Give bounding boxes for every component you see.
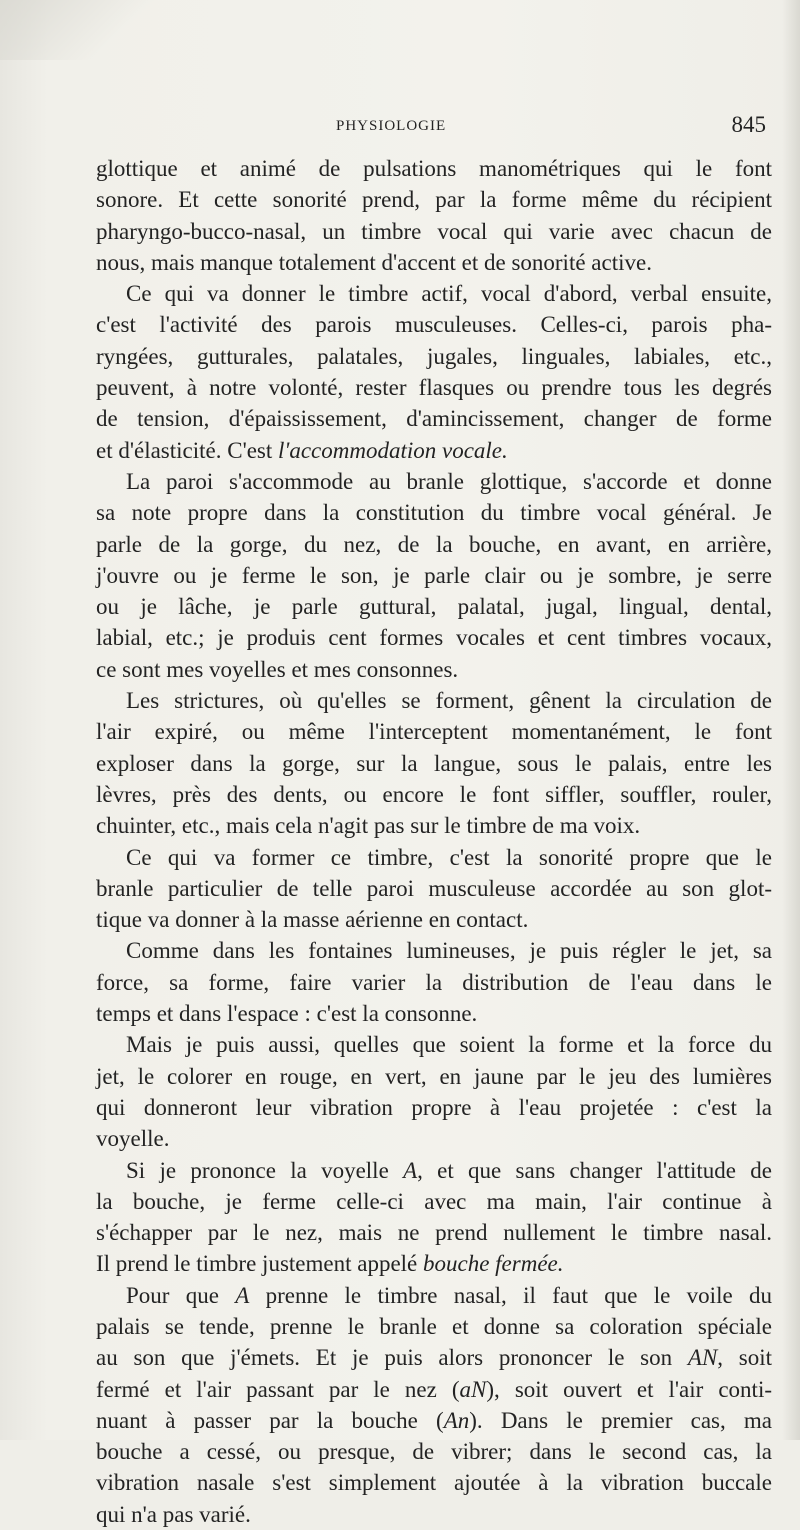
text-line: labial, etc.; je produis cent formes vocales et cent timbres vocaux,	[96, 625, 772, 651]
text-segment: , et que sans changer l'attitude de	[417, 1157, 773, 1183]
text-line: vibration nasale s'est simplement ajoutée à la vibration buccale	[96, 1470, 772, 1496]
text-line: Ce qui va donner le timbre actif, vocal d'abord, verbal ensuite,	[126, 281, 772, 307]
page-header	[96, 112, 772, 152]
text-line: glottique et animé de pulsations manométriques qui le font	[96, 156, 772, 181]
text-line: Les strictures, où qu'elles se forment, gênent la circulation de	[126, 688, 772, 714]
page-corner-shadow	[0, 0, 160, 60]
text-line	[96, 1342, 772, 1373]
text-line	[96, 435, 772, 466]
text-segment: nuant à passer par la bouche (	[96, 1407, 444, 1433]
body-text	[96, 153, 772, 1530]
text-segment: fermé et l'air passant par le nez (	[96, 1376, 460, 1402]
text-segment: prenne le timbre nasal, il faut que le voile du	[249, 1282, 772, 1308]
text-line: Mais je puis aussi, quelles que soient la forme et la force du	[126, 1032, 772, 1058]
text-line: qui donneront leur vibration propre à l'eau projetée : c'est la	[96, 1094, 772, 1120]
italic-term: A	[235, 1282, 250, 1308]
text-line: palais se tende, prenne le branle et donne sa coloration spéciale	[96, 1313, 772, 1339]
text-line: pharyngo-bucco-nasal, un timbre vocal qui varie avec chacun de	[96, 218, 772, 244]
text-line: chuinter, etc., mais cela n'agit pas sur le timbre de ma voix.	[96, 813, 641, 839]
text-segment: Il prend le timbre justement appelé	[96, 1251, 423, 1277]
italic-term: l'accommodation vocale.	[278, 437, 508, 463]
text-line	[96, 1248, 772, 1279]
text-line: bouche a cessé, ou presque, de vibrer; dans le second cas, la	[96, 1439, 772, 1465]
text-line: La paroi s'accommode au branle glottique, s'accorde et donne	[126, 468, 772, 494]
text-line: s'échapper par le nez, mais ne prend nullement le timbre nasal.	[96, 1220, 772, 1246]
text-segment: Pour que	[126, 1282, 236, 1308]
text-segment: Si je prononce la voyelle	[126, 1157, 404, 1183]
text-line	[96, 1280, 772, 1311]
text-line: ryngées, gutturales, palatales, jugales, linguales, labiales, etc.,	[96, 343, 772, 369]
text-line: jet, le colorer en rouge, en vert, en jaune par le jeu des lumières	[96, 1063, 772, 1089]
text-line: l'air expiré, ou même l'interceptent momentanément, le font	[96, 719, 772, 745]
text-segment: au son que j'émets. Et je puis alors prononcer le son	[96, 1345, 688, 1371]
text-segment: ), soit ouvert et l'air conti-	[486, 1376, 772, 1402]
italic-term: An	[443, 1407, 470, 1433]
text-line: temps et dans l'espace : c'est la consonne.	[96, 1001, 478, 1027]
italic-term: A	[403, 1157, 418, 1183]
text-line: exploser dans la gorge, sur la langue, sous le palais, entre les	[96, 750, 772, 776]
page-number: 845	[731, 112, 766, 137]
text-line: la bouche, je ferme celle-ci avec ma main, l'air continue à	[96, 1188, 772, 1214]
text-line: sa note propre dans la constitution du timbre vocal général. Je	[96, 500, 772, 526]
text-line: branle particulier de telle paroi musculeuse accordée au son glot-	[96, 875, 772, 901]
text-line: nous, mais manque totalement d'accent et de sonorité active.	[96, 249, 652, 275]
text-line: force, sa forme, faire varier la distribution de l'eau dans le	[96, 969, 772, 995]
text-line: tique va donner à la masse aérienne en contact.	[96, 907, 529, 933]
text-segment: ). Dans le premier cas, ma	[469, 1407, 772, 1433]
text-line: lèvres, près des dents, ou encore le font siffler, souffler, rouler,	[96, 781, 772, 807]
text-line: ou je lâche, je parle guttural, palatal, jugal, lingual, dental,	[96, 594, 772, 620]
text-line: peuvent, à notre volonté, rester flasques ou prendre tous les degrés	[96, 375, 772, 401]
text-line: voyelle.	[96, 1126, 170, 1152]
text-line: sonore. Et cette sonorité prend, par la forme même du récipient	[96, 187, 772, 213]
text-line: c'est l'activité des parois musculeuses. Celles-ci, parois pha-	[96, 312, 772, 338]
italic-term: aN	[459, 1376, 487, 1402]
text-line	[96, 1405, 772, 1436]
text-segment: et d'élasticité. C'est	[96, 437, 279, 463]
text-segment: , soit	[717, 1345, 773, 1371]
text-line: ce sont mes voyelles et mes consonnes.	[96, 656, 459, 682]
text-line: parle de la gorge, du nez, de la bouche, en avant, en arrière,	[96, 531, 772, 557]
text-line: Comme dans les fontaines lumineuses, je puis régler le jet, sa	[126, 938, 772, 964]
text-line	[96, 1374, 772, 1405]
italic-term: bouche fermée.	[423, 1251, 564, 1277]
text-line	[96, 1155, 772, 1186]
italic-term: AN	[687, 1345, 718, 1371]
text-line: Ce qui va former ce timbre, c'est la sonorité propre que le	[126, 844, 772, 870]
text-line: qui n'a pas varié.	[96, 1501, 251, 1527]
text-line: de tension, d'épaississement, d'amincissement, changer de forme	[96, 406, 772, 432]
running-head: PHYSIOLOGIE	[336, 118, 447, 134]
text-line: j'ouvre ou je ferme le son, je parle clair ou je sombre, je serre	[96, 562, 772, 588]
page-edge-shadow	[782, 0, 800, 1440]
